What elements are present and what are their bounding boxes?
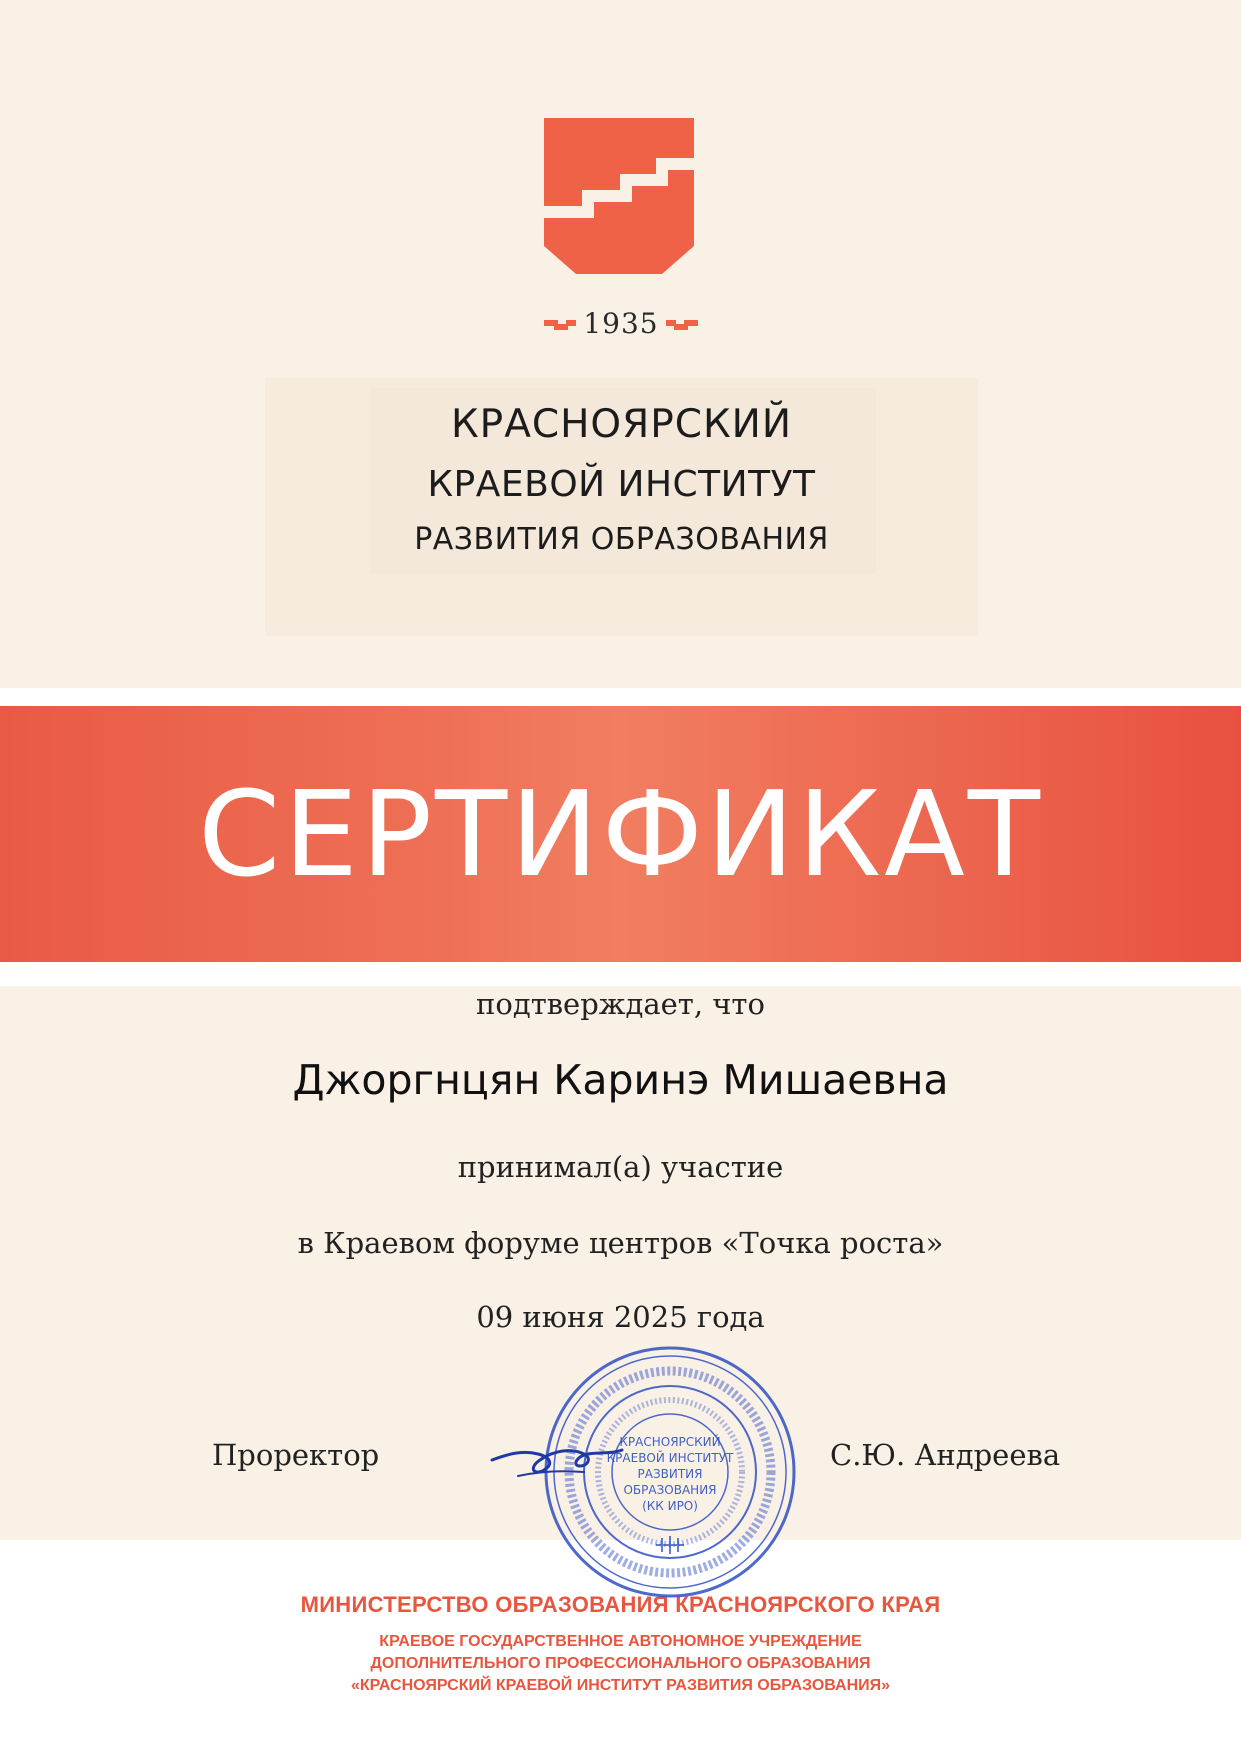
stamp-line-3: РАЗВИТИЯ xyxy=(637,1467,703,1481)
organization-line-2: ДОПОЛНИТЕЛЬНОГО ПРОФЕССИОНАЛЬНОГО ОБРАЗОВАНИЯ xyxy=(370,1655,871,1672)
recipient-name: Джоргнцян Каринэ Мишаевна xyxy=(292,1056,949,1104)
banner-top-divider xyxy=(0,688,1241,706)
organization-line-1: КРАЕВОЕ ГОСУДАРСТВЕННОЕ АВТОНОМНОЕ УЧРЕЖДЕНИЕ xyxy=(379,1633,862,1650)
confirms-text: подтверждает, что xyxy=(476,987,765,1021)
participation-text: принимал(а) участие xyxy=(457,1150,784,1184)
stamp-line-1: КРАСНОЯРСКИЙ xyxy=(619,1435,721,1449)
institute-name-line-2: КРАЕВОЙ ИНСТИТУТ xyxy=(427,464,816,505)
organization-line-3: «КРАСНОЯРСКИЙ КРАЕВОЙ ИНСТИТУТ РАЗВИТИЯ ОБРАЗОВАНИЯ» xyxy=(350,1677,891,1694)
stamp-line-4: ОБРАЗОВАНИЯ xyxy=(623,1483,717,1497)
stamp-line-2: КРАЕВОЙ ИНСТИТУТ xyxy=(606,1451,734,1465)
event-name: в Краевом форуме центров «Точка роста» xyxy=(297,1226,944,1260)
signatory-name: С.Ю. Андреева xyxy=(830,1438,1061,1472)
certificate-banner xyxy=(0,706,1241,962)
institute-name-line-3: РАЗВИТИЯ ОБРАЗОВАНИЯ xyxy=(414,522,829,557)
institute-name-line-1: КРАСНОЯРСКИЙ xyxy=(450,402,793,447)
event-date: 09 июня 2025 года xyxy=(476,1300,765,1334)
stamp-line-5: (КК ИРО) xyxy=(642,1499,698,1513)
ministry-name: МИНИСТЕРСТВО ОБРАЗОВАНИЯ КРАСНОЯРСКОГО КРАЯ xyxy=(300,1592,941,1617)
shield-steps-logo-icon xyxy=(544,118,694,274)
handwritten-signature-icon xyxy=(488,1420,628,1490)
year-text: 1935 xyxy=(583,307,659,340)
certificate-title: СЕРТИФИКАТ xyxy=(198,765,1043,903)
ornament-right-icon xyxy=(662,318,698,330)
banner-bottom-divider xyxy=(0,962,1241,986)
founding-year xyxy=(544,306,698,342)
signatory-position: Проректор xyxy=(212,1438,380,1472)
